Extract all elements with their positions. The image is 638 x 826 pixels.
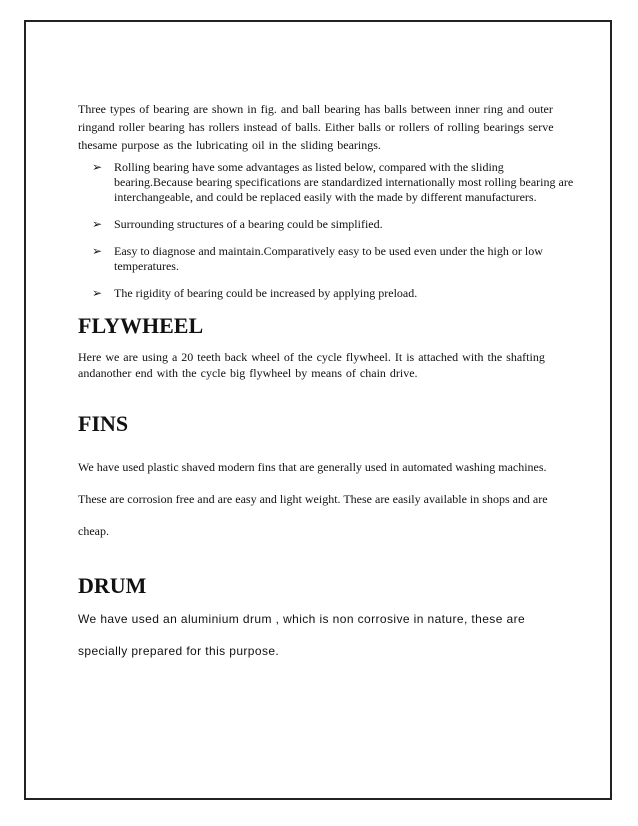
document-body: [78, 100, 574, 667]
list-item: ➢ Rolling bearing have some advantages as listed below, compared with the sliding bearing.Because bearing specifications are standardized internationally most rolling bearing are interchangeable, and could be replaced easily with the made by different manufacturers.: [92, 160, 574, 204]
drum-section: [78, 573, 574, 667]
list-item: ➢ Surrounding structures of a bearing could be simplified.: [92, 217, 383, 231]
drum-heading: DRUM: [78, 573, 147, 598]
list-item: ➢ Easy to diagnose and maintain.Comparatively easy to be used even under the high or low temperatures.: [92, 244, 543, 273]
arrow-bullet-icon: ➢: [92, 160, 103, 174]
drum-paragraph: We have used an aluminium drum , which is non corrosive in nature, these are specially prepared for this purpose.: [78, 612, 526, 658]
fins-paragraph: We have used plastic shaved modern fins that are generally used in automated washing machines. These are corrosion free and are easy and light weight. These are easily available in shops and are cheap.: [78, 460, 548, 538]
fins-heading: FINS: [78, 411, 129, 436]
arrow-bullet-icon: ➢: [92, 217, 103, 231]
list-item: ➢ The rigidity of bearing could be increased by applying preload.: [92, 286, 418, 300]
flywheel-paragraph: Here we are using a 20 teeth back wheel of the cycle flywheel. It is attached with the shafting andanother end with the cycle big flywheel by means of chain drive.: [78, 350, 545, 380]
page-border: [24, 20, 612, 800]
intro-paragraph: Three types of bearing are shown in fig. and ball bearing has balls between inner ring and outer ringand roller bearing has rollers instead of balls. Either balls or rollers of rolling bearings serve thesame purpose as the lubricating oil in the sliding bearings.: [78, 102, 554, 152]
arrow-bullet-icon: ➢: [92, 286, 103, 300]
flywheel-section: [78, 313, 574, 381]
fins-section: [78, 411, 574, 547]
advantages-list: [78, 160, 574, 301]
flywheel-heading: FLYWHEEL: [78, 313, 204, 338]
arrow-bullet-icon: ➢: [92, 244, 103, 258]
